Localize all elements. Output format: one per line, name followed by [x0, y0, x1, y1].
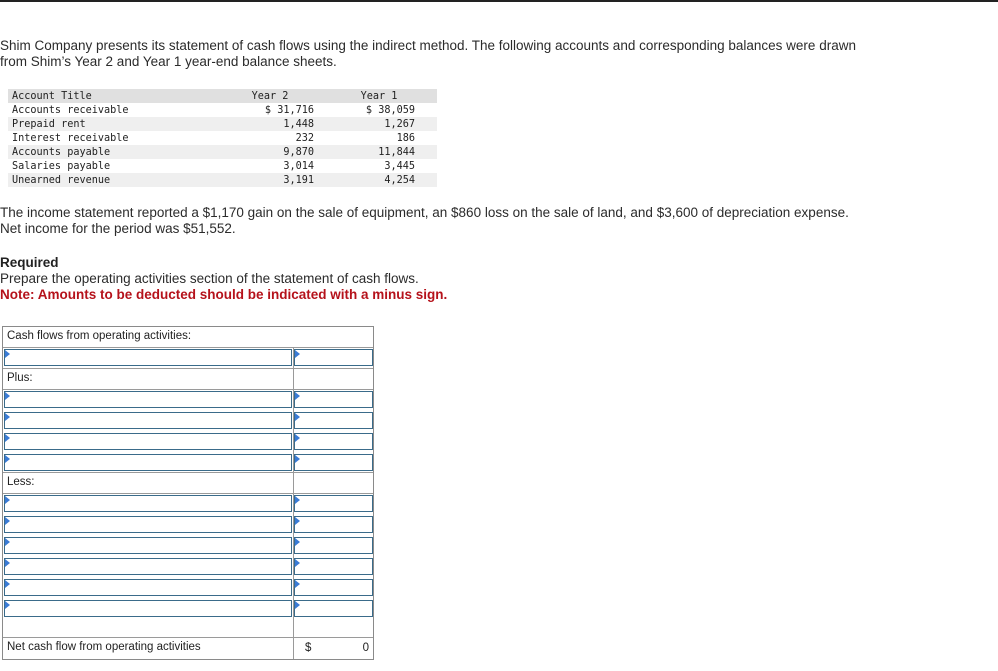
year-2-cell: 232: [295, 132, 314, 144]
amount-input[interactable]: [294, 600, 373, 617]
description-input[interactable]: [4, 495, 292, 512]
plus-row: [3, 369, 373, 390]
amount-input[interactable]: [294, 433, 373, 450]
amount-input[interactable]: [294, 349, 373, 366]
table-row: [8, 159, 437, 173]
required-instruction: Prepare the operating activities section of the statement of cash flows.: [0, 271, 419, 286]
amount-input[interactable]: [294, 579, 373, 596]
amount-input[interactable]: [294, 454, 373, 471]
balance-sheet-table: [8, 89, 437, 187]
header-year-2: Year 2: [251, 90, 289, 102]
amount-input[interactable]: [294, 412, 373, 429]
net-cash-flow-value: 0: [362, 642, 369, 654]
worksheet-input-row: [3, 578, 373, 599]
amount-input[interactable]: [294, 391, 373, 408]
year-1-cell: $ 38,059: [365, 104, 415, 116]
table-header-row: [8, 89, 437, 103]
year-2-cell: 3,014: [283, 160, 314, 172]
worksheet-input-row: [3, 411, 373, 432]
amount-input[interactable]: [294, 558, 373, 575]
problem-intro-text: Shim Company presents its statement of cash flows using the indirect method. The following accounts and corresponding balances were drawn from Shim’s Year 2 and Year 1 year-end balance sheets.: [0, 38, 856, 69]
income-statement-text: The income statement reported a $1,170 gain on the sale of equipment, an $860 loss on the sale of land, and $3,600 of depreciation expense. Net income for the period was $51,552.: [0, 205, 849, 236]
required-heading: Required: [0, 255, 59, 270]
table-row: [8, 103, 437, 117]
description-input[interactable]: [4, 433, 292, 450]
net-cash-flow-label: Net cash flow from operating activities: [7, 641, 201, 653]
description-input[interactable]: [4, 558, 292, 575]
year-1-cell: 4,254: [384, 174, 415, 186]
year-1-cell: 186: [396, 132, 415, 144]
plus-label: Plus:: [7, 372, 33, 384]
description-input[interactable]: [4, 454, 292, 471]
column-divider: [293, 369, 294, 390]
year-1-cell: 1,267: [384, 118, 415, 130]
worksheet-input-row: [3, 536, 373, 557]
description-input[interactable]: [4, 537, 292, 554]
less-label: Less:: [7, 476, 35, 488]
year-2-cell: 1,448: [283, 118, 314, 130]
amount-input[interactable]: [294, 495, 373, 512]
worksheet-input-row: [3, 557, 373, 578]
year-2-cell: 3,191: [283, 174, 314, 186]
worksheet-input-row: [3, 348, 373, 369]
worksheet-input-row: [3, 494, 373, 515]
column-divider: [293, 473, 294, 494]
year-1-cell: 3,445: [384, 160, 415, 172]
less-row: [3, 473, 373, 494]
year-2-cell: 9,870: [283, 146, 314, 158]
column-divider: [293, 638, 294, 659]
table-row: [8, 173, 437, 187]
worksheet-header-row: [3, 327, 373, 348]
table-row: [8, 117, 437, 131]
account-title-cell: Accounts receivable: [12, 104, 129, 116]
top-border-line: [0, 0, 998, 2]
account-title-cell: Salaries payable: [12, 160, 111, 172]
account-title-cell: Interest receivable: [12, 132, 129, 144]
table-row: [8, 145, 437, 159]
worksheet-input-row: [3, 453, 373, 474]
header-account-title: Account Title: [12, 90, 92, 102]
description-input[interactable]: [4, 391, 292, 408]
operating-activities-worksheet: [2, 326, 374, 660]
year-2-cell: $ 31,716: [264, 104, 314, 116]
worksheet-header-label: Cash flows from operating activities:: [7, 330, 192, 342]
account-title-cell: Prepaid rent: [12, 118, 86, 130]
net-cash-flow-row: [3, 638, 373, 659]
account-title-cell: Unearned revenue: [12, 174, 111, 186]
description-input[interactable]: [4, 516, 292, 533]
worksheet-input-row: [3, 599, 373, 620]
header-year-1: Year 1: [360, 90, 398, 102]
worksheet-input-row: [3, 515, 373, 536]
worksheet-input-row: [3, 390, 373, 411]
minus-sign-note: Note: Amounts to be deducted should be indicated with a minus sign.: [0, 287, 448, 302]
description-input[interactable]: [4, 579, 292, 596]
description-input[interactable]: [4, 600, 292, 617]
worksheet-input-row: [3, 432, 373, 453]
currency-symbol: $: [305, 642, 312, 654]
amount-input[interactable]: [294, 516, 373, 533]
year-1-cell: 11,844: [378, 146, 415, 158]
amount-input[interactable]: [294, 537, 373, 554]
description-input[interactable]: [4, 412, 292, 429]
description-input[interactable]: [4, 349, 292, 366]
table-row: [8, 131, 437, 145]
account-title-cell: Accounts payable: [12, 146, 111, 158]
